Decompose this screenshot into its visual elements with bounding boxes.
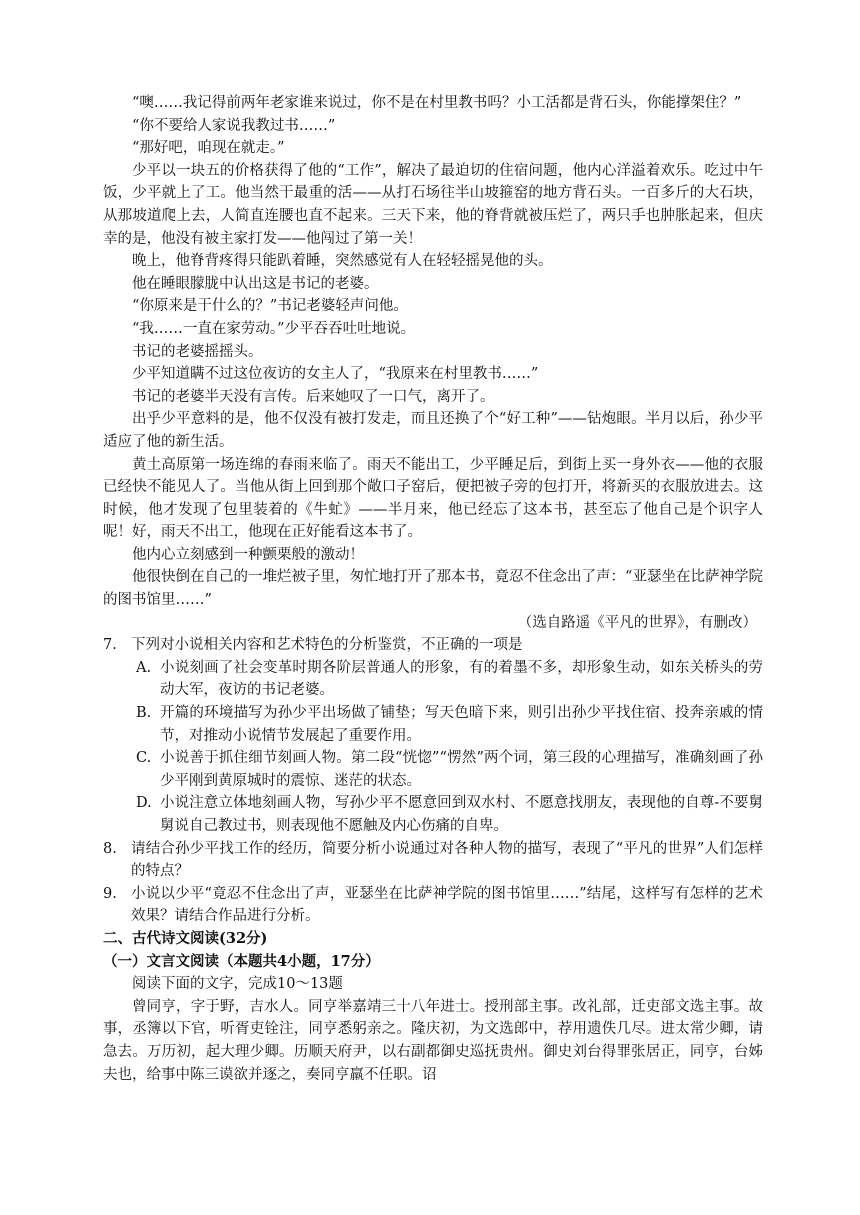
reading-instruction: 阅读下面的文字，完成10～13题 <box>132 976 343 993</box>
option-b <box>136 702 763 747</box>
question-9 <box>103 883 763 928</box>
option-a <box>136 657 763 702</box>
story-paragraph: 书记的老婆半天没有言传。后来她叹了一口气，离开了。 <box>132 388 495 405</box>
story-paragraph: 黄土高原第一场连绵的春雨来临了。雨天不能出工，少平睡足后，到街上买一身外衣——他的衣服已经快不能见人了。当他从街上回到那个敞口子窑后，便把被子旁的包打开，将新买的衣服放进去。这时候，他才发现了包里装着的《牛虻》——半月来，他已经忘了这本书，甚至忘了他自己是个识字人呢！好，雨天不出工，他现在正好能看这本书了。 <box>103 456 763 541</box>
story-paragraph: 少平知道瞒不过这位夜访的女主人了，“我原来在村里教书……” <box>132 366 539 383</box>
question-8 <box>103 838 763 883</box>
question-text: 小说以少平“竟忍不住念出了声，亚瑟坐在比萨神学院的图书馆里……”结尾，这样写有怎样的艺术效果？请结合作品进行分析。 <box>131 885 763 925</box>
option-c <box>136 747 763 792</box>
story-excerpt <box>103 92 763 634</box>
option-text: 小说刻画了社会变革时期各阶层普通人的形象，有的着墨不多，却形象生动，如东关桥头的劳动大军，夜访的书记老婆。 <box>160 659 763 699</box>
document-page <box>103 92 763 1086</box>
story-paragraph: 他在睡眼朦胧中认出这是书记的老婆。 <box>132 275 379 292</box>
source-note: （选自路遥《平凡的世界》，有删改） <box>517 614 757 631</box>
option-text: 小说注意立体地刻画人物，写孙少平不愿意回到双水村、不愿意找朋友，表现他的自尊-不要舅舅说自己教过书，则表现他不愿触及内心伤痛的自卑。 <box>160 795 763 834</box>
story-paragraph: “你不要给人家说我教过书……” <box>132 117 336 134</box>
story-paragraph: 他很快倒在自己的一堆烂被子里，匆忙地打开了那本书，竟忍不住念出了声：“亚瑟坐在比萨神学院的图书馆里……” <box>103 569 763 609</box>
story-paragraph: 晚上，他脊背疼得只能趴着睡，突然感觉有人在轻轻摇晃他的头。 <box>132 253 553 270</box>
option-d <box>136 792 763 837</box>
story-paragraph: “那好吧，咱现在就走。” <box>132 140 285 157</box>
story-paragraph: “你原来是干什么的？”书记老婆轻声问他。 <box>132 298 408 315</box>
story-paragraph: “噢……我记得前两年老家谁来说过，你不是在村里教书吗？小工活都是背石头，你能撑架住？” <box>132 95 742 111</box>
option-label: C. <box>136 750 152 767</box>
question-number: 9. <box>103 885 117 902</box>
option-label: A. <box>136 659 152 676</box>
section-heading: 二、古代诗文阅读(32分) <box>103 929 268 947</box>
story-paragraph: 他内心立刻感到一种颤栗般的激动！ <box>132 546 364 563</box>
option-text: 开篇的环境描写为孙少平出场做了铺垫；写天色暗下来，则引出孙少平找住宿、投奔亲戚的情节，对推动小说情节发展起了重要作用。 <box>160 705 763 744</box>
option-label: D. <box>136 795 152 812</box>
subsection-heading: （一）文言文阅读（本题共4小题，17分） <box>103 952 380 970</box>
story-paragraph: 书记的老婆摇摇头。 <box>132 343 263 360</box>
question-number: 7. <box>103 637 117 654</box>
option-label: B. <box>136 705 152 722</box>
story-paragraph: 少平以一块五的价格获得了他的“工作”，解决了最迫切的住宿问题，他内心洋溢着欢乐。吃过中午饭，少平就上了工。他当然干最重的活——从打石场往半山坡箍窑的地方背石头。一百多斤的大石块，从那坡道爬上去，人简直连腰也直不起来。三天下来，他的脊背就被压烂了，两只手也肿胀起来，但庆幸的是，他没有被主家打发——他闯过了第一关！ <box>103 162 763 247</box>
story-paragraph: 出乎少平意料的是，他不仅没有被打发走，而且还换了个“好工种”——钻炮眼。半月以后，孙少平适应了他的新生活。 <box>103 411 763 450</box>
story-paragraph: “我……一直在家劳动。”少平吞吞吐吐地说。 <box>132 320 416 337</box>
question-text: 下列对小说相关内容和艺术特色的分析鉴赏，不正确的一项是 <box>131 637 523 654</box>
question-text: 请结合孙少平找工作的经历，简要分析小说通过对各种人物的描写，表现了“平凡的世界”人们怎样的特点？ <box>131 840 763 880</box>
classical-chinese-text: 曾同亨，字于野，吉水人。同亨举嘉靖三十八年进士。授刑部主事。改礼部，迁吏部文选主事。故事，丞簿以下官，听胥吏铨注，同亨悉躬亲之。隆庆初，为文选郎中，荐用遗佚几尽。进太常少卿，请急去。万历初，起大理少卿。历顺天府尹，以右副都御史巡抚贵州。御史刘台得罪张居正，同亨，台姊夫也，给事中陈三谟欲并逐之，奏同亨羸不任职。诏 <box>103 998 763 1083</box>
question-number: 8. <box>103 840 117 857</box>
option-text: 小说善于抓住细节刻画人物。第二段“恍惚”“愣然”两个词，第三段的心理描写，准确刻画了孙少平刚到黄原城时的震惊、迷茫的状态。 <box>160 750 763 789</box>
question-7 <box>103 634 763 837</box>
